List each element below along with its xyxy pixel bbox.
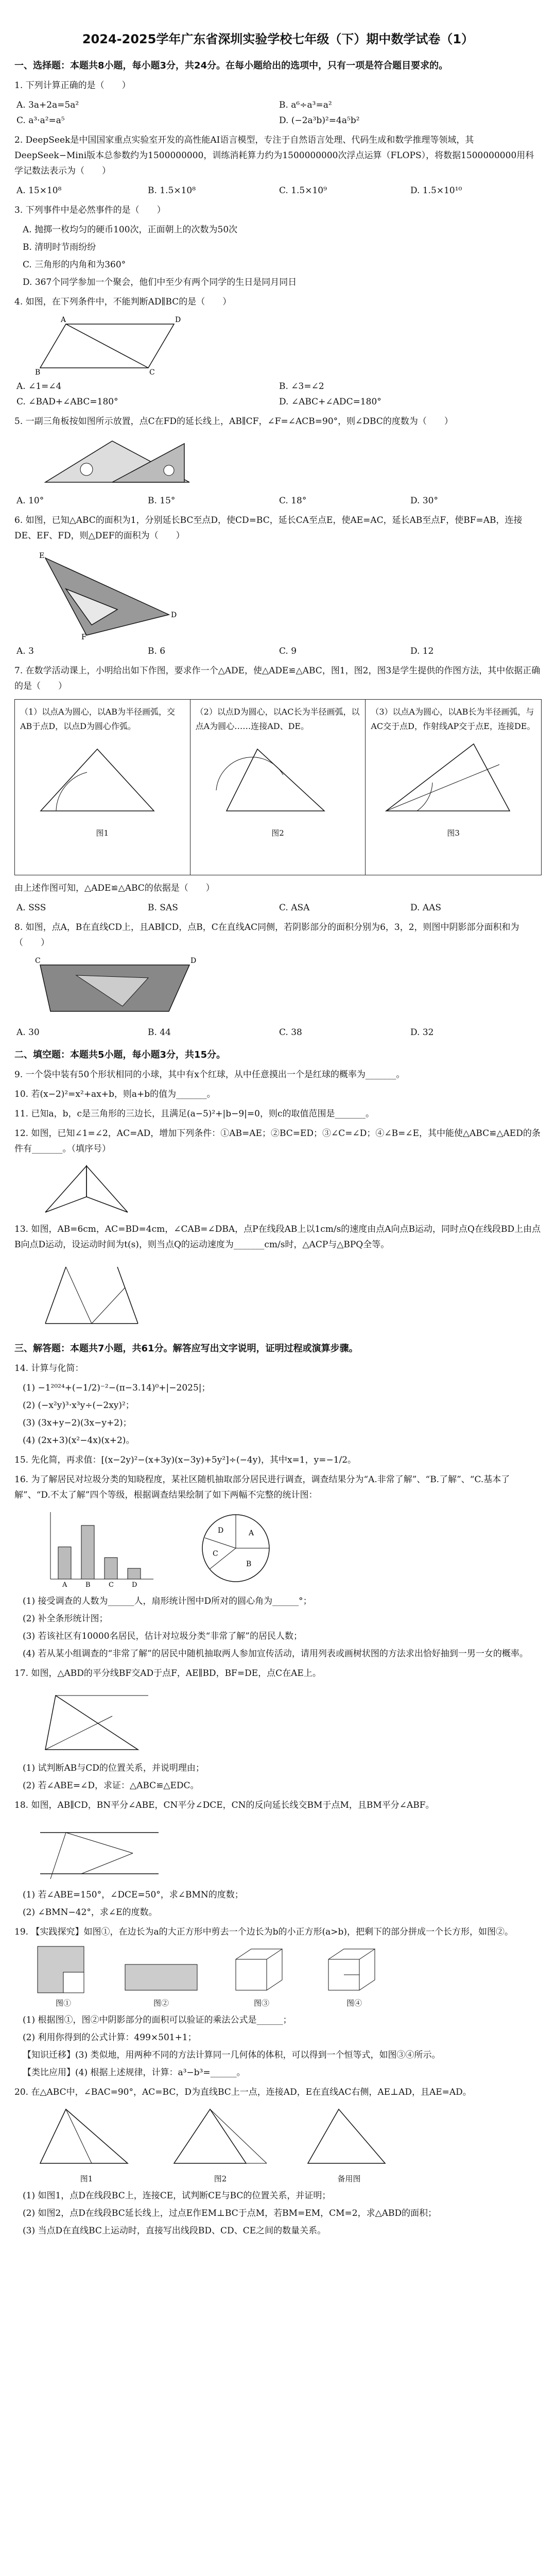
q16-bar-chart bbox=[35, 1507, 159, 1589]
q19-fig-3 bbox=[231, 1944, 292, 2008]
pie-label-c: C bbox=[213, 1550, 218, 1558]
question-2: 2. DeepSeek是中国国家重点实验室开发的高性能AI语言模型，专注于自然语言处理、代码生成和数学推理等领域，其DeepSeek−Mini版本总参数约为1500000000，训练消耗算力约为1500000000次浮点运算（FLOPS），将数据1500000000用科学记数法表示为（ ） bbox=[14, 135, 534, 176]
q20-caption-1: 图1 bbox=[80, 2174, 93, 2183]
q20-item-3: (3) 当点D在直线BC上运动时，直接写出线段BD、CD、CE之间的数量关系。 bbox=[23, 2226, 326, 2236]
q7-option-c: C. ASA bbox=[279, 903, 310, 913]
question-15: 15. 先化简，再求值：[(x−2y)²−(x+3y)(x−3y)+5y²]÷(−4y)，其中x=1，y=−1/2。 bbox=[14, 1455, 357, 1465]
q3-option-b: B. 清明时节雨纷纷 bbox=[23, 242, 96, 252]
q17-figure bbox=[35, 1685, 159, 1757]
question-20: 20. 在△ABC中，∠BAC=90°，AC=BC，D为直线BC上一点，连接AD，E在直线AC右侧，AE⊥AD，且AE=AD。 bbox=[14, 2087, 472, 2097]
page-title: 2024-2025学年广东省深圳实验学校七年级（下）期中数学试卷（1） bbox=[82, 32, 474, 46]
q7-box-1 bbox=[15, 700, 190, 875]
q18-figure bbox=[35, 1817, 169, 1884]
q14-item-3: (3) (3x+y−2)(3x−y+2)； bbox=[23, 1418, 132, 1428]
question-16: 16. 为了解居民对垃圾分类的知晓程度，某社区随机抽取部分居民进行调查，调查结果分为“A.非常了解”、“B.了解”、“C.基本了解”、“D.不太了解”四个等级，根据调查结果绘制了如下两幅不完整的统计图： bbox=[14, 1475, 510, 1500]
q1-option-c: C. a³·a²=a⁵ bbox=[16, 115, 65, 126]
q8-options bbox=[14, 1025, 542, 1040]
question-3: 3. 下列事件中是必然事件的是（ ） bbox=[14, 205, 166, 215]
q19-caption-3: 图③ bbox=[253, 1998, 269, 2008]
q19-item-4: 【类比应用】(4) 根据上述规律，计算：a³−b³=______。 bbox=[23, 2067, 246, 2078]
q1-options bbox=[14, 97, 542, 128]
q6-option-a: A. 3 bbox=[16, 646, 34, 656]
q19-figures bbox=[35, 1944, 542, 2008]
q6-options bbox=[14, 643, 542, 659]
question-4: 4. 如图，在下列条件中，不能判断AD∥BC的是（ ） bbox=[14, 297, 232, 307]
pie-label-b: B bbox=[246, 1560, 252, 1568]
q7-option-b: B. SAS bbox=[148, 903, 178, 913]
svg-text:D: D bbox=[171, 611, 177, 619]
q7-figure-3 bbox=[371, 734, 525, 821]
q5-figure bbox=[35, 433, 200, 490]
question-17: 17. 如图，△ABD的平分线BF交AD于点F，AE∥BD，BF=DE，点C在AE上。 bbox=[14, 1668, 321, 1679]
q20-item-2: (2) 如图2，点D在线段BC延长线上，过点E作EM⊥BC于点M，若BM=EM，CM=2，求△ABD的面积； bbox=[23, 2208, 437, 2218]
bar-b bbox=[81, 1526, 94, 1579]
q7-figure-1 bbox=[20, 734, 175, 821]
q13-figure bbox=[35, 1257, 148, 1334]
q2-option-d: D. 1.5×10¹⁰ bbox=[410, 185, 462, 196]
q20-item-1: (1) 如图1，点D在线段BC上，连接CE，试判断CE与BC的位置关系，并证明； bbox=[23, 2191, 331, 2201]
q7-box-3 bbox=[366, 700, 541, 875]
bar-label-a: A bbox=[62, 1581, 67, 1589]
q20-caption-3: 备用图 bbox=[337, 2174, 361, 2183]
svg-text:A: A bbox=[61, 316, 66, 324]
q16-item-2: (2) 补全条形统计图； bbox=[23, 1614, 108, 1624]
q7-options bbox=[14, 900, 542, 916]
question-18: 18. 如图，AB∥CD，BN平分∠ABE，CN平分∠DCE，CN的反向延长线交BM于点M，且BM平分∠ABF。 bbox=[14, 1800, 435, 1810]
q14-item-1: (1) −1²⁰²⁴+(−1/2)⁻²−(π−3.14)⁰+|−2025|； bbox=[23, 1383, 211, 1393]
q19-fig-2 bbox=[123, 1944, 200, 2008]
q7-box-2-text: （2）以点D为圆心，以AC长为半径画弧，以点A为圆心……连接AD、DE。 bbox=[195, 707, 360, 731]
svg-text:C: C bbox=[149, 368, 155, 376]
bar-label-c: C bbox=[109, 1581, 114, 1589]
q7-figure-2 bbox=[196, 734, 350, 821]
q2-option-a: A. 15×10⁸ bbox=[16, 185, 62, 196]
q16-item-3: (3) 若该社区有10000名居民，估计对垃圾分类“非常了解”的居民人数； bbox=[23, 1631, 302, 1641]
q6-option-b: B. 6 bbox=[148, 646, 166, 656]
q8-figure bbox=[35, 955, 200, 1022]
pie-label-a: A bbox=[249, 1529, 254, 1537]
bar-d bbox=[128, 1568, 141, 1579]
svg-text:E: E bbox=[39, 552, 45, 560]
q7-box-2 bbox=[190, 700, 366, 875]
q19-item-3: 【知识迁移】(3) 类似地，用两种不同的方法计算同一几何体的体积，可以得到一个恒等式，如图③④所示。 bbox=[23, 2050, 441, 2060]
q6-option-c: C. 9 bbox=[279, 646, 297, 656]
q4-option-d: D. ∠ABC+∠ADC=180° bbox=[279, 397, 381, 407]
q7-box-3-text: （3）以点A为圆心，以AB长为半径画弧，与AC交于点D，作射线AP交于点E，连接DE。 bbox=[371, 707, 535, 731]
q20-caption-2: 图2 bbox=[214, 2174, 227, 2183]
q19-item-2: (2) 利用你得到的公式计算：499×501+1； bbox=[23, 2032, 197, 2043]
svg-text:D: D bbox=[190, 957, 197, 965]
q3-option-d: D. 367个同学参加一个聚会，他们中至少有两个同学的生日是同月同日 bbox=[23, 277, 297, 287]
q7-caption-2: 图2 bbox=[271, 828, 284, 838]
q5-option-b: B. 15° bbox=[148, 496, 176, 506]
svg-text:B: B bbox=[35, 368, 41, 376]
svg-text:F: F bbox=[81, 633, 86, 640]
question-10: 10. 若(x−2)²=x²+ax+b，则a+b的值为_______。 bbox=[14, 1089, 216, 1099]
q8-option-d: D. 32 bbox=[410, 1027, 434, 1038]
q1-option-a: A. 3a+2a=5a² bbox=[16, 100, 79, 110]
q14-item-4: (4) (2x+3)(x²−4x)(x+2)。 bbox=[23, 1435, 135, 1446]
q18-item-1: (1) 若∠ABE=150°，∠DCE=50°，求∠BMN的度数； bbox=[23, 1890, 244, 1900]
q19-caption-4: 图④ bbox=[346, 1998, 362, 2008]
q19-caption-1: 图① bbox=[55, 1998, 71, 2008]
section-choice: 一、选择题：本题共8小题，每小题3分，共24分。在每小题给出的选项中，只有一项是符合题目要求的。 bbox=[14, 60, 448, 71]
q5-option-c: C. 18° bbox=[279, 496, 307, 506]
q8-option-a: A. 30 bbox=[16, 1027, 40, 1038]
question-14: 14. 计算与化简： bbox=[14, 1363, 84, 1374]
q5-option-d: D. 30° bbox=[410, 496, 438, 506]
pie-label-d: D bbox=[218, 1527, 224, 1535]
q7-caption-3: 图3 bbox=[447, 828, 460, 838]
q7-method-boxes bbox=[14, 699, 542, 875]
question-7: 7. 在数学活动课上，小明给出如下作图，要求作一个△ADE，使△ADE≌△ABC，图1，图2，图3是学生提供的作图方法，其中依据正确的是（ ） bbox=[14, 666, 541, 691]
q7-option-a: A. SSS bbox=[16, 903, 46, 913]
q14-item-2: (2) (−x²y)³·x³y÷(−2xy)²； bbox=[23, 1400, 134, 1411]
q6-figure bbox=[35, 548, 179, 640]
q4-option-c: C. ∠BAD+∠ABC=180° bbox=[16, 397, 118, 407]
q18-item-2: (2) ∠BMN−42°，求∠E的度数。 bbox=[23, 1907, 158, 1918]
q20-fig-2 bbox=[169, 2104, 272, 2184]
q4-option-b: B. ∠3=∠2 bbox=[279, 381, 324, 392]
question-1: 1. 下列计算正确的是（ ） bbox=[14, 80, 131, 91]
q5-option-a: A. 10° bbox=[16, 496, 44, 506]
q2-option-b: B. 1.5×10⁸ bbox=[148, 185, 196, 196]
q16-item-4: (4) 若从某小组调查的“非常了解”的居民中随机抽取两人参加宣传活动，请用列表或画树状图的方法求出恰好抽到一男一女的概率。 bbox=[23, 1649, 528, 1659]
question-11: 11. 已知a，b，c是三角形的三边长，且满足(a−5)²+|b−9|=0，则c的取值范围是_______。 bbox=[14, 1109, 374, 1119]
section-solve: 三、解答题：本题共7小题，共61分。解答应写出文字说明，证明过程或演算步骤。 bbox=[14, 1343, 358, 1354]
q17-item-2: (2) 若∠ABE=∠D，求证：△ABC≌△EDC。 bbox=[23, 1781, 199, 1791]
q19-item-1: (1) 根据图①，图②中阴影部分的面积可以验证的乘法公式是______； bbox=[23, 2015, 292, 2025]
q16-pie-chart bbox=[189, 1507, 292, 1589]
q16-charts bbox=[35, 1507, 542, 1589]
section-fill: 二、填空题：本题共5小题，每小题3分，共15分。 bbox=[14, 1049, 226, 1060]
question-9: 9. 一个袋中装有50个形状相同的小球，其中有x个红球，从中任意摸出一个是红球的概率为_______。 bbox=[14, 1070, 405, 1080]
bar-c bbox=[105, 1557, 117, 1579]
question-6: 6. 如图，已知△ABC的面积为1，分别延长BC至点D，使CD=BC，延长CA至点E，使AE=AC，延长AB至点F，使BF=AB，连接DE、EF、FD，则△DEF的面积为（ ） bbox=[14, 515, 523, 541]
q20-figures bbox=[35, 2104, 542, 2184]
q19-fig-1 bbox=[35, 1944, 92, 2008]
q1-option-d: D. (−2a³b)²=4a⁵b² bbox=[279, 115, 360, 126]
q16-item-1: (1) 接受调查的人数为______人，扇形统计图中D所对的圆心角为______°； bbox=[23, 1596, 312, 1606]
question-19: 19. 【实践探究】如图①，在边长为a的大正方形中剪去一个边长为b的小正方形(a>b)，把剩下的部分拼成一个长方形，如图②。 bbox=[14, 1927, 513, 1937]
bar-label-b: B bbox=[85, 1581, 91, 1589]
q3-option-c: C. 三角形的内角和为360° bbox=[23, 260, 126, 270]
bar-a bbox=[58, 1547, 71, 1580]
q7-box-1-text: （1）以点A为圆心，以AB为半径画弧，交AB于点D，以点D为圆心作弧。 bbox=[20, 707, 176, 731]
q7-caption-1: 图1 bbox=[96, 828, 109, 838]
q7-tail: 由上述作图可知，△ADE≌△ABC的依据是（ ） bbox=[14, 883, 215, 893]
question-13: 13. 如图，AB=6cm，AC=BD=4cm，∠CAB=∠DBA，点P在线段AB上以1cm/s的速度由点A向点B运动，同时点Q在线段BD上由点B向点D运动，设运动时间为t(s)，则当点Q的运动速度为_______cm/s时，△ACP与△BPQ全等。 bbox=[14, 1224, 541, 1250]
q8-option-c: C. 38 bbox=[279, 1027, 302, 1038]
bar-label-d: D bbox=[132, 1581, 137, 1589]
q12-figure bbox=[35, 1161, 138, 1217]
q4-figure bbox=[35, 314, 189, 376]
q2-option-c: C. 1.5×10⁹ bbox=[279, 185, 327, 196]
question-8: 8. 如图，点A，B在直线CD上，且AB∥CD，点B，C在直线AC同侧，若阴影部分的面积分别为6，3，2，则图中阴影部分面积和为（ ） bbox=[14, 922, 519, 948]
q20-fig-3 bbox=[303, 2104, 395, 2184]
svg-text:C: C bbox=[35, 957, 41, 965]
q5-options bbox=[14, 493, 542, 509]
q7-option-d: D. AAS bbox=[410, 903, 442, 913]
q19-caption-2: 图② bbox=[153, 1998, 169, 2008]
q2-options bbox=[14, 183, 542, 198]
q6-option-d: D. 12 bbox=[410, 646, 434, 656]
q19-fig-4 bbox=[323, 1944, 385, 2008]
q4-options bbox=[14, 379, 542, 410]
q20-fig-1 bbox=[35, 2104, 138, 2184]
question-12: 12. 如图，已知∠1=∠2，AC=AD，增加下列条件：①AB=AE；②BC=ED；③∠C=∠D；④∠B=∠E，其中能使△ABC≌△AED的条件有_______。（填序号） bbox=[14, 1128, 541, 1154]
q3-option-a: A. 抛掷一枚均匀的硬币100次，正面朝上的次数为50次 bbox=[23, 225, 238, 235]
q8-option-b: B. 44 bbox=[148, 1027, 171, 1038]
svg-text:D: D bbox=[175, 316, 181, 324]
question-5: 5. 一副三角板按如图所示放置，点C在FD的延长线上，AB∥CF，∠F=∠ACB=90°，则∠DBC的度数为（ ） bbox=[14, 416, 453, 427]
q1-option-b: B. a⁶÷a³=a² bbox=[279, 100, 332, 110]
q4-option-a: A. ∠1=∠4 bbox=[16, 381, 62, 392]
q17-item-1: (1) 试判断AB与CD的位置关系，并说明理由； bbox=[23, 1763, 204, 1773]
